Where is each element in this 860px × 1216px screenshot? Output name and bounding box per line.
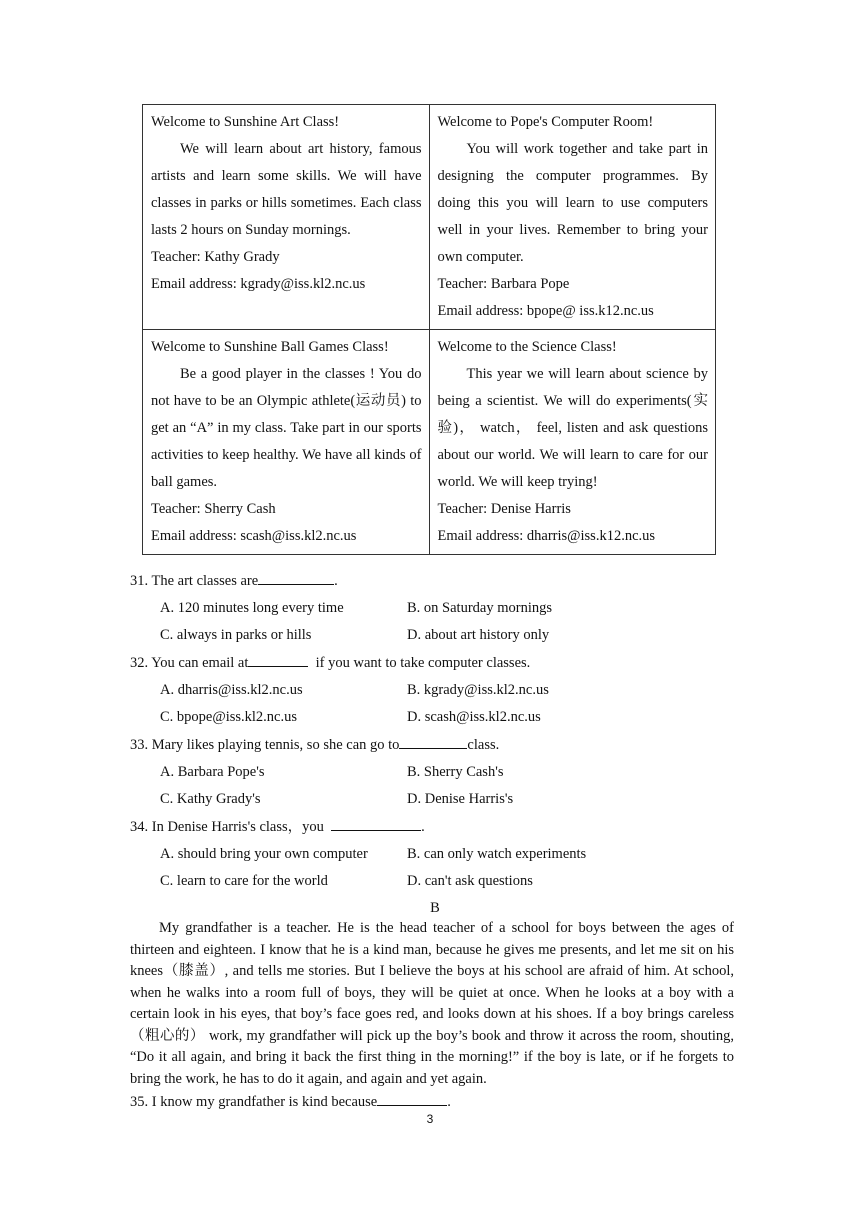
ad-title: Welcome to Sunshine Ball Games Class! bbox=[151, 339, 389, 355]
science-class-ad bbox=[429, 330, 716, 555]
section-label: B bbox=[430, 900, 440, 916]
ad-title: Welcome to Pope's Computer Room! bbox=[437, 114, 654, 130]
option-d: D. about art history only bbox=[407, 627, 550, 643]
question-stem-end: . bbox=[421, 819, 425, 835]
computer-room-ad bbox=[429, 105, 716, 330]
option-a: A. should bring your own computer bbox=[160, 846, 368, 862]
option-b: B. kgrady@iss.kl2.nc.us bbox=[407, 682, 549, 698]
question-35 bbox=[130, 1088, 451, 1113]
answer-blank bbox=[377, 1088, 447, 1106]
ad-teacher: Teacher: Barbara Pope bbox=[437, 276, 570, 292]
ad-email: Email address: dharris@iss.k12.nc.us bbox=[437, 528, 656, 544]
question-stem: 33. Mary likes playing tennis, so she can go to bbox=[130, 737, 400, 753]
question-stem: 32. You can email at bbox=[130, 655, 249, 671]
option-a: A. Barbara Pope's bbox=[160, 764, 265, 780]
ad-body: Be a good player in the classes ! You do not have to be an Olympic athlete(运动员) to get an “A” in my class. Take part in our sports activities to keep healthy. We have all kinds of ball games. bbox=[151, 366, 422, 490]
option-b: B. can only watch experiments bbox=[407, 846, 587, 862]
answer-blank bbox=[248, 649, 308, 667]
ad-teacher: Teacher: Sherry Cash bbox=[151, 501, 276, 517]
question-stem-end: class. bbox=[467, 737, 500, 753]
ad-body: We will learn about art history, famous artists and learn some skills. We will have classes in parks or hills sometimes. Each class lasts 2 hours on Sunday mornings. bbox=[151, 141, 422, 238]
question-stem: 34. In Denise Harris's class，you bbox=[130, 819, 332, 835]
option-c: C. Kathy Grady's bbox=[160, 791, 261, 807]
ad-teacher: Teacher: Denise Harris bbox=[437, 501, 571, 517]
option-c: C. bpope@iss.kl2.nc.us bbox=[160, 709, 298, 725]
question-list bbox=[130, 567, 740, 922]
question-31 bbox=[130, 567, 740, 649]
ad-teacher: Teacher: Kathy Grady bbox=[151, 249, 280, 265]
option-b: B. Sherry Cash's bbox=[407, 764, 504, 780]
ad-email: Email address: kgrady@iss.kl2.nc.us bbox=[151, 276, 366, 292]
option-c: C. learn to care for the world bbox=[160, 873, 328, 889]
page-number: 3 bbox=[426, 1112, 434, 1126]
option-b: B. on Saturday mornings bbox=[407, 600, 552, 616]
question-stem-end: . bbox=[447, 1094, 451, 1110]
option-a: A. dharris@iss.kl2.nc.us bbox=[160, 682, 303, 698]
option-c: C. always in parks or hills bbox=[160, 627, 312, 643]
ad-email: Email address: bpope@ iss.k12.nc.us bbox=[437, 303, 654, 319]
answer-blank bbox=[258, 567, 334, 585]
ad-title: Welcome to Sunshine Art Class! bbox=[151, 114, 340, 130]
question-stem-end: . bbox=[334, 573, 338, 589]
ball-games-ad bbox=[143, 330, 430, 555]
option-a: A. 120 minutes long every time bbox=[160, 600, 344, 616]
ad-body: You will work together and take part in designing the computer programmes. By doing this you will learn to use computers well in your lives. Remember to bring your own computer. bbox=[437, 141, 708, 265]
ad-title: Welcome to the Science Class! bbox=[437, 339, 617, 355]
question-34 bbox=[130, 813, 740, 895]
option-d: D. Denise Harris's bbox=[407, 791, 514, 807]
reading-passage: My grandfather is a teacher. He is the head teacher of a school for boys between the ages of thirteen and eighteen. I know that he is a kind man, because he gives me presents, and let me sit on his knees（膝盖）, and tells me stories. But I believe the boys at his school are afraid of him. At school, when he walks into a room full of boys, they will be quiet at once. When he looks at a boy with a certain look in his eyes, that boy’s face goes red, and looks down at his shoes. If a boy brings careless（粗心的） work, my grandfather will pick up the boy’s book and throw it across the room, shouting, “Do it all again, and bring it back the first thing in the morning!” if the boy is late, or if he forgets to bring the work, he has to do it again, and again and yet again. bbox=[130, 920, 734, 1087]
answer-blank bbox=[331, 813, 421, 831]
ad-email: Email address: scash@iss.kl2.nc.us bbox=[151, 528, 357, 544]
question-stem: 31. The art classes are bbox=[130, 573, 259, 589]
class-ads-table bbox=[142, 104, 716, 555]
option-d: D. can't ask questions bbox=[407, 873, 533, 889]
question-33 bbox=[130, 731, 740, 813]
question-32 bbox=[130, 649, 740, 731]
answer-blank bbox=[399, 731, 467, 749]
question-stem-end: if you want to take computer classes. bbox=[308, 655, 531, 671]
question-stem: 35. I know my grandfather is kind because bbox=[130, 1094, 378, 1110]
ad-body: This year we will learn about science by being a scientist. We will do experiments(实验)， watch， feel, listen and ask questions about our world. We will learn to care for our world. We will keep trying! bbox=[437, 366, 708, 490]
option-d: D. scash@iss.kl2.nc.us bbox=[407, 709, 541, 725]
art-class-ad bbox=[143, 105, 430, 330]
